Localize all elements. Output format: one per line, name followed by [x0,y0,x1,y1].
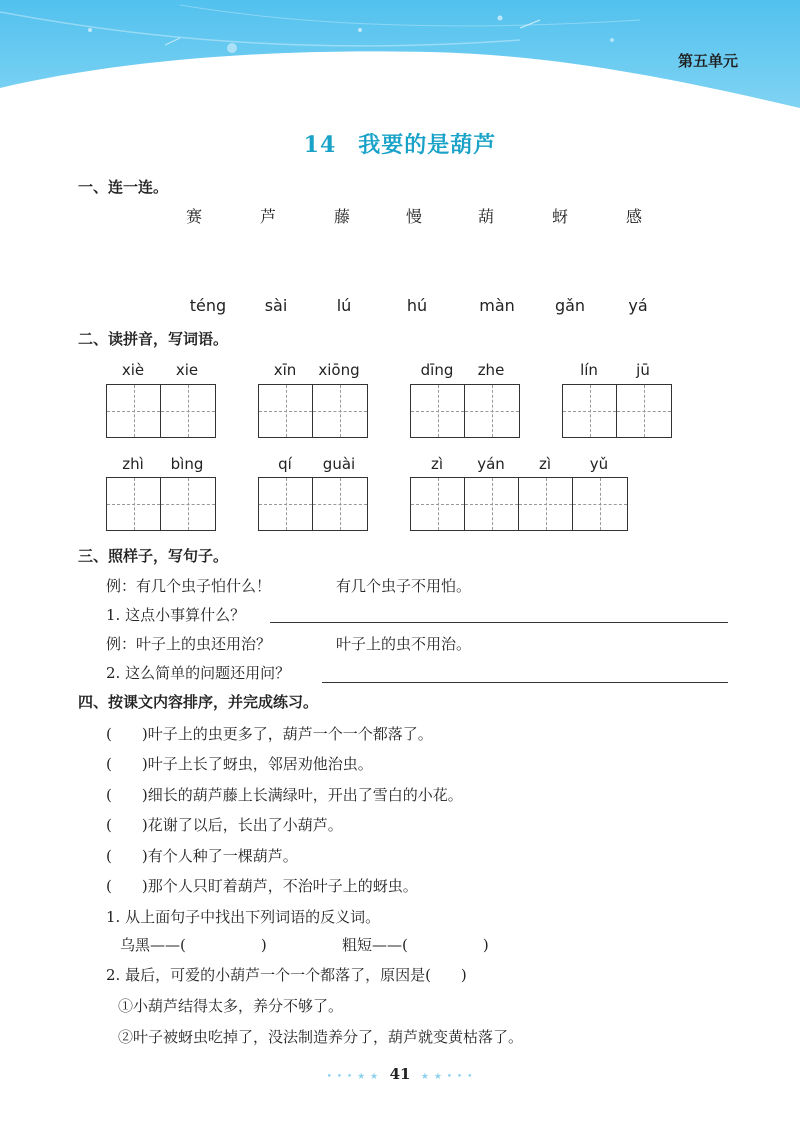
answer-line[interactable] [270,622,728,623]
option-b[interactable]: ②叶子被蚜虫吃掉了，没法制造养分了，葫芦就变黄枯落了。 [118,1028,524,1046]
section4-heading: 四、按课文内容排序，并完成练习。 [78,693,319,711]
writing-cell[interactable] [411,478,465,530]
writing-box[interactable] [106,384,216,438]
example-sentence: 例：有几个虫子怕什么！ [106,577,272,595]
hanzi-item[interactable]: 赛 [185,207,202,226]
order-item [106,753,373,774]
writing-box[interactable] [258,477,368,531]
pinyin-item[interactable]: màn [479,296,515,315]
writing-cell[interactable] [465,385,519,437]
word-pinyin: lín [580,361,598,379]
writing-cell[interactable] [573,478,627,530]
lesson-title [0,128,800,159]
writing-box[interactable] [410,384,520,438]
unit-label: 第五单元 [677,52,738,70]
option-a[interactable]: ①小葫芦结得太多，养分不够了。 [118,997,344,1015]
writing-cell[interactable] [259,385,313,437]
writing-cell[interactable] [465,478,519,530]
answer-line[interactable] [322,682,728,683]
writing-box[interactable] [106,477,216,531]
writing-cell[interactable] [161,385,215,437]
writing-cell[interactable] [411,385,465,437]
pinyin-item[interactable]: yá [628,296,648,315]
word-pinyin: zì [430,455,444,473]
question-1: 1. 这点小事算什么？ [106,606,246,624]
order-blank[interactable]: ( ) [106,816,148,834]
writing-cell[interactable] [313,385,367,437]
example-answer: 有几个虫子不用怕。 [336,577,472,595]
lesson-number: 14 [303,132,337,158]
writing-box[interactable] [562,384,672,438]
question-reason: 2. 最后，可爱的小葫芦一个一个都落了，原因是( ) [106,966,467,984]
writing-cell[interactable] [161,478,215,530]
order-blank[interactable]: ( ) [106,877,148,895]
order-item [106,784,463,805]
hanzi-item[interactable]: 藤 [333,207,350,226]
word-pinyin: dīng [420,361,454,379]
word-pinyin: yǔ [589,455,609,473]
question-2: 2. 这么简单的问题还用问？ [106,664,291,682]
writing-box[interactable] [410,477,628,531]
order-item [106,723,433,744]
order-item-text: 有个人种了一棵葫芦。 [147,847,298,865]
order-item [106,814,343,835]
word-pinyin: xie [175,361,199,379]
order-blank[interactable]: ( ) [106,755,148,773]
lesson-title-text: 我要的是葫芦 [358,132,497,158]
order-item-text: 叶子上的虫更多了，葫芦一个一个都落了。 [147,725,433,743]
order-blank[interactable]: ( ) [106,725,148,743]
example-sentence: 例：叶子上的虫还用治？ [106,635,272,653]
order-item [106,875,418,896]
hanzi-item[interactable]: 慢 [405,207,422,226]
word-pinyin: guài [322,455,356,473]
word-pinyin: zhe [477,361,505,379]
writing-cell[interactable] [107,385,161,437]
pinyin-item[interactable]: gǎn [554,296,586,315]
antonym-blank-1[interactable]: 乌黑——( ) [120,936,267,954]
star-decoration-icon: • • • ★ ★ [326,1072,380,1082]
star-decoration-icon: ★ ★ • • • [420,1072,474,1082]
pinyin-item[interactable]: lú [336,296,352,315]
writing-cell[interactable] [617,385,671,437]
page-number: 41 [389,1065,411,1083]
antonym-blank-2[interactable]: 粗短——( ) [342,936,489,954]
word-pinyin: xiōng [318,361,360,379]
order-item-text: 那个人只盯着葫芦，不治叶子上的蚜虫。 [147,877,418,895]
question-antonym: 1. 从上面句子中找出下列词语的反义词。 [106,908,381,926]
writing-cell[interactable] [519,478,573,530]
writing-box[interactable] [258,384,368,438]
pinyin-item[interactable]: sài [264,296,288,315]
order-blank[interactable]: ( ) [106,786,148,804]
hanzi-item[interactable]: 感 [625,207,642,226]
section3-heading: 三、照样子，写句子。 [78,547,229,565]
order-item-text: 花谢了以后，长出了小葫芦。 [147,816,343,834]
hanzi-item[interactable]: 芦 [259,207,276,226]
word-pinyin: xīn [273,361,297,379]
word-pinyin: bìng [170,455,204,473]
word-pinyin: zhì [122,455,144,473]
example-answer: 叶子上的虫不用治。 [336,635,472,653]
writing-cell[interactable] [563,385,617,437]
writing-cell[interactable] [313,478,367,530]
section1-heading: 一、连一连。 [78,178,169,196]
writing-cell[interactable] [107,478,161,530]
order-item-text: 细长的葫芦藤上长满绿叶，开出了雪白的小花。 [147,786,463,804]
word-pinyin: xiè [121,361,145,379]
order-item-text: 叶子上长了蚜虫，邻居劝他治虫。 [147,755,373,773]
order-blank[interactable]: ( ) [106,847,148,865]
word-pinyin: yán [477,455,505,473]
word-pinyin: zì [538,455,552,473]
pinyin-item[interactable]: téng [189,296,227,315]
section2-heading: 二、读拼音，写词语。 [78,330,229,348]
page-footer [0,1065,800,1083]
order-item [106,845,298,866]
word-pinyin: jū [636,361,650,379]
word-pinyin: qí [278,455,292,473]
pinyin-item[interactable]: hú [406,296,428,315]
hanzi-item[interactable]: 蚜 [551,207,568,226]
hanzi-item[interactable]: 葫 [477,207,494,226]
writing-cell[interactable] [259,478,313,530]
